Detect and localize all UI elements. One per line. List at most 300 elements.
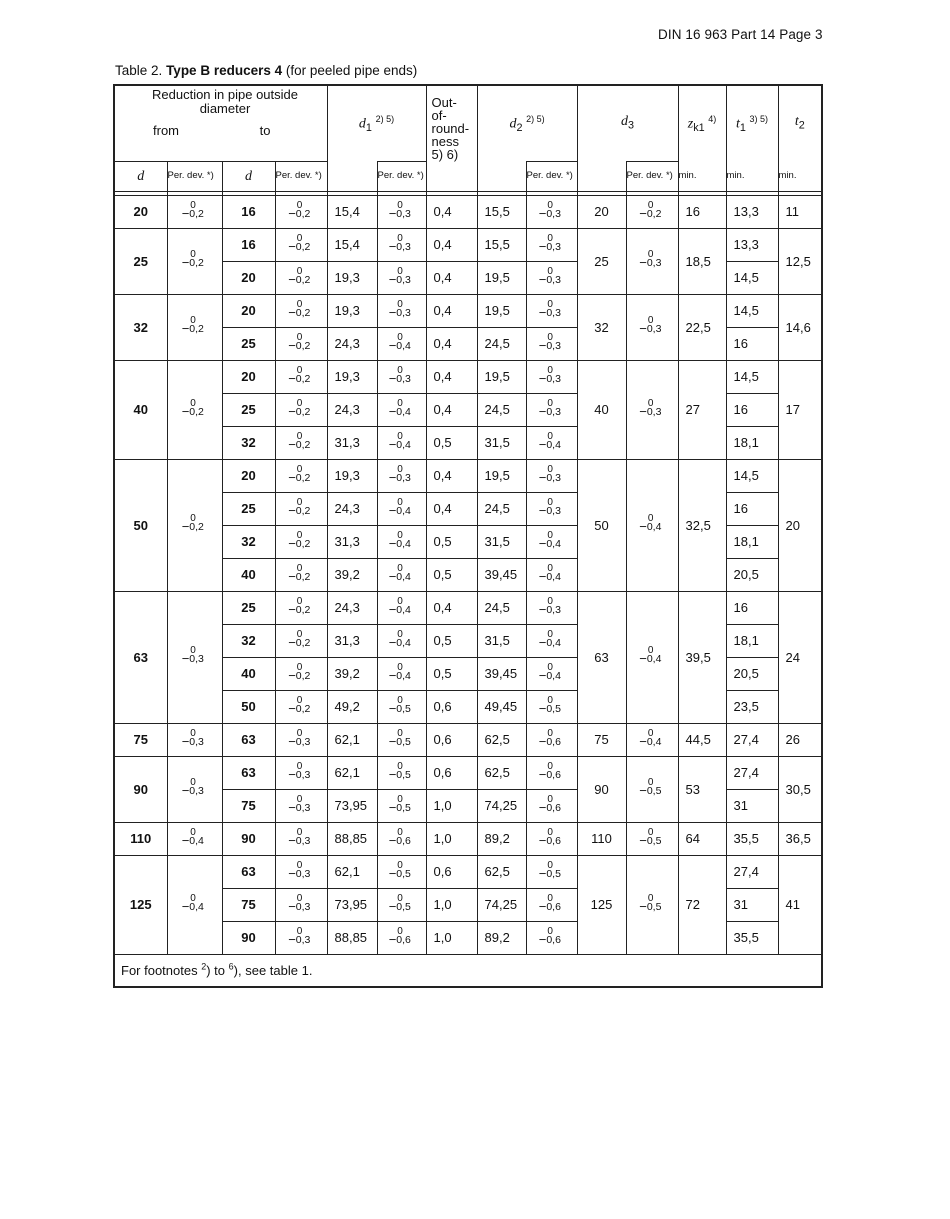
minus-sign: −: [639, 733, 647, 749]
out-of-roundness-value: 0,5: [426, 426, 477, 459]
lower-tolerance: 0,3: [646, 257, 662, 269]
subhead-to-d: d: [222, 161, 275, 191]
minus-sign: −: [181, 519, 190, 535]
lower-tolerance: 0,6: [546, 933, 561, 946]
subhead-d3: [577, 161, 626, 191]
d1-per-dev: [377, 690, 426, 723]
d1-per-dev: [377, 558, 426, 591]
to-per-dev: [275, 195, 327, 228]
minus-sign: −: [388, 370, 397, 386]
upper-tolerance: 0: [547, 595, 553, 607]
upper-tolerance: 0: [190, 892, 196, 904]
upper-tolerance: 0: [190, 249, 196, 260]
out-of-roundness-value: 0,4: [426, 327, 477, 360]
minus-sign: −: [181, 832, 190, 848]
upper-tolerance: 0: [296, 925, 303, 937]
to-per-dev: [275, 327, 327, 360]
lower-tolerance: 0,3: [295, 900, 311, 913]
lower-tolerance: 0,3: [546, 273, 561, 286]
upper-tolerance: 0: [190, 645, 196, 656]
d3-per-dev: [626, 360, 678, 459]
tolerance-stack: [189, 892, 207, 915]
zk1-value: 53: [678, 756, 726, 822]
out-of-roundness-value: 0,4: [426, 195, 477, 228]
tolerance-stack: [295, 694, 314, 717]
minus-sign: −: [288, 238, 296, 254]
d3-per-dev: [626, 855, 678, 954]
tolerance-stack: [295, 199, 314, 222]
tolerance-stack: [647, 779, 665, 799]
minus-sign: −: [538, 370, 547, 386]
from-d: 110: [114, 822, 167, 855]
to-d: 20: [222, 459, 275, 492]
lower-tolerance: 0,5: [546, 867, 561, 880]
upper-tolerance: 0: [397, 529, 403, 541]
upper-tolerance: 0: [296, 562, 303, 574]
out-of-roundness-value: 0,5: [426, 657, 477, 690]
minus-sign: −: [288, 469, 296, 485]
subhead-d2: [477, 161, 526, 191]
upper-tolerance: 0: [547, 199, 553, 211]
d3-value: 110: [577, 822, 626, 855]
tolerance-stack: [546, 562, 564, 585]
d2-value: 31,5: [477, 426, 526, 459]
tolerance-stack: [647, 317, 665, 337]
d3-value: 32: [577, 294, 626, 360]
tolerance-stack: [295, 925, 314, 948]
out-of-roundness-value: 0,4: [426, 228, 477, 261]
table-row: [114, 360, 822, 393]
upper-tolerance: 0: [547, 562, 553, 574]
lower-tolerance: 0,5: [646, 834, 662, 847]
t1-value: 20,5: [726, 558, 778, 591]
d3-value: 125: [577, 855, 626, 954]
lower-tolerance: 0,4: [396, 438, 411, 451]
minus-sign: −: [388, 535, 397, 551]
tolerance-stack: [646, 826, 665, 849]
upper-tolerance: 0: [647, 777, 654, 788]
minus-sign: −: [388, 469, 397, 485]
minus-sign: −: [288, 898, 296, 914]
upper-tolerance: 0: [397, 727, 403, 739]
d2-per-dev: [526, 789, 577, 822]
tolerance-stack: [295, 793, 314, 816]
lower-tolerance: 0,3: [546, 207, 561, 220]
tolerance-stack: [647, 515, 665, 535]
tolerance-stack: [396, 727, 414, 750]
upper-tolerance: 0: [296, 463, 303, 475]
upper-tolerance: 0: [296, 859, 303, 871]
lower-tolerance: 0,4: [546, 438, 561, 451]
d1-value: 19,3: [327, 294, 377, 327]
upper-tolerance: 0: [547, 661, 553, 673]
footnote-text: For footnotes $^2$) to $^6$), see table 1.: [121, 962, 313, 979]
minus-sign: −: [538, 766, 547, 782]
to-d: 32: [222, 525, 275, 558]
tolerance-stack: [546, 694, 564, 717]
from-per-dev: [167, 756, 222, 822]
tolerance-stack: [295, 529, 314, 552]
upper-tolerance: 0: [190, 199, 196, 211]
tolerance-stack: [396, 661, 414, 684]
lower-tolerance: 0,6: [546, 768, 561, 781]
minus-sign: −: [538, 502, 547, 518]
minus-sign: −: [538, 799, 547, 815]
out-of-roundness-value: 1,0: [426, 822, 477, 855]
d2-value: 49,45: [477, 690, 526, 723]
lower-tolerance: 0,4: [396, 669, 411, 682]
minus-sign: −: [288, 733, 296, 749]
out-of-roundness-value: 0,5: [426, 525, 477, 558]
t2-value: 41: [778, 855, 822, 954]
lower-tolerance: 0,2: [189, 405, 204, 418]
upper-tolerance: 0: [190, 315, 196, 326]
tolerance-stack: [295, 859, 314, 882]
minus-sign: −: [288, 766, 296, 782]
out-of-roundness-value: 0,5: [426, 558, 477, 591]
lower-tolerance: 0,3: [295, 768, 311, 781]
t1-value: 31: [726, 789, 778, 822]
tolerance-stack: [189, 199, 207, 222]
d3-per-dev: [626, 591, 678, 723]
to-d: 90: [222, 822, 275, 855]
upper-tolerance: 0: [296, 529, 303, 541]
tolerance-stack: [396, 463, 414, 486]
lower-tolerance: 0,3: [546, 240, 561, 253]
from-d: 32: [114, 294, 167, 360]
upper-tolerance: 0: [647, 826, 654, 838]
upper-tolerance: 0: [397, 595, 403, 607]
d3-value: 63: [577, 591, 626, 723]
d2-per-dev: [526, 558, 577, 591]
tolerance-stack: [546, 463, 564, 486]
t1-value: 14,5: [726, 459, 778, 492]
minus-sign: −: [538, 667, 547, 683]
to-d: 16: [222, 228, 275, 261]
minus-sign: −: [388, 733, 397, 749]
minus-sign: −: [538, 832, 547, 848]
lower-tolerance: 0,2: [295, 636, 311, 649]
upper-tolerance: 0: [397, 892, 403, 904]
minus-sign: −: [538, 304, 547, 320]
t2-value: 17: [778, 360, 822, 459]
d2-per-dev: [526, 624, 577, 657]
d1-value: 39,2: [327, 558, 377, 591]
t2-value: 12,5: [778, 228, 822, 294]
t2-value: 14,6: [778, 294, 822, 360]
upper-tolerance: 0: [190, 826, 196, 838]
d1-value: 19,3: [327, 261, 377, 294]
from-per-dev: [167, 591, 222, 723]
header-t1: $t_1$ $^{3) 5)}$: [726, 85, 778, 161]
minus-sign: −: [639, 255, 647, 271]
d2-value: 15,5: [477, 228, 526, 261]
to-d: 32: [222, 624, 275, 657]
lower-tolerance: 0,2: [295, 504, 311, 517]
tolerance-stack: [647, 647, 665, 667]
d2-per-dev: [526, 591, 577, 624]
upper-tolerance: 0: [296, 331, 303, 343]
minus-sign: −: [388, 832, 397, 848]
d2-value: 62,5: [477, 723, 526, 756]
subhead-d2-per-dev: Per. dev. *): [526, 161, 577, 191]
lower-tolerance: 0,4: [546, 669, 561, 682]
minus-sign: −: [538, 733, 547, 749]
tolerance-stack: [396, 496, 414, 519]
lower-tolerance: 0,3: [546, 603, 561, 616]
d1-per-dev: [377, 327, 426, 360]
upper-tolerance: 0: [647, 397, 654, 409]
minus-sign: −: [538, 337, 547, 353]
tolerance-stack: [295, 430, 314, 453]
minus-sign: −: [639, 783, 647, 799]
d2-per-dev: [526, 888, 577, 921]
d2-value: 74,25: [477, 789, 526, 822]
tolerance-stack: [546, 496, 564, 519]
minus-sign: −: [639, 519, 647, 535]
d1-value: 88,85: [327, 822, 377, 855]
tolerance-stack: [189, 826, 207, 849]
d1-value: 19,3: [327, 360, 377, 393]
tolerance-stack: [396, 925, 414, 948]
lower-tolerance: 0,3: [396, 471, 411, 484]
caption-prefix: Table 2.: [115, 63, 163, 78]
d1-value: 24,3: [327, 492, 377, 525]
upper-tolerance: 0: [296, 661, 303, 673]
header-d2: $d_2$ $^{2) 5)}$: [477, 85, 577, 161]
minus-sign: −: [388, 799, 397, 815]
d2-value: 39,45: [477, 657, 526, 690]
from-per-dev: [167, 855, 222, 954]
upper-tolerance: 0: [296, 496, 303, 508]
out-of-roundness-value: 1,0: [426, 921, 477, 954]
lower-tolerance: 0,3: [189, 653, 204, 665]
tolerance-stack: [546, 628, 564, 651]
d1-per-dev: [377, 756, 426, 789]
upper-tolerance: 0: [647, 249, 654, 260]
d1-per-dev: [377, 426, 426, 459]
tolerance-stack: [546, 925, 564, 948]
tolerance-stack: [396, 694, 414, 717]
d3-value: 90: [577, 756, 626, 822]
d2-value: 24,5: [477, 327, 526, 360]
tolerance-stack: [396, 595, 414, 618]
lower-tolerance: 0,6: [546, 900, 561, 913]
to-per-dev: [275, 228, 327, 261]
table-row: [114, 591, 822, 624]
subhead-d1-per-dev: Per. dev. *): [377, 161, 426, 191]
d2-per-dev: [526, 921, 577, 954]
lower-tolerance: 0,4: [396, 570, 411, 583]
minus-sign: −: [288, 535, 296, 551]
upper-tolerance: 0: [647, 199, 654, 211]
zk1-value: 44,5: [678, 723, 726, 756]
minus-sign: −: [388, 931, 397, 947]
tolerance-stack: [546, 529, 564, 552]
upper-tolerance: 0: [397, 232, 403, 244]
tolerance-stack: [546, 364, 564, 387]
minus-sign: −: [181, 403, 190, 419]
to-per-dev: [275, 888, 327, 921]
out-of-roundness-value: 0,4: [426, 492, 477, 525]
upper-tolerance: 0: [296, 892, 303, 904]
minus-sign: −: [639, 898, 647, 914]
d1-per-dev: [377, 855, 426, 888]
to-d: 40: [222, 657, 275, 690]
minus-sign: −: [538, 634, 547, 650]
from-d: 125: [114, 855, 167, 954]
lower-tolerance: 0,2: [295, 570, 311, 583]
d2-value: 19,5: [477, 360, 526, 393]
t1-value: 16: [726, 492, 778, 525]
tolerance-stack: [396, 628, 414, 651]
minus-sign: −: [388, 271, 397, 287]
header-t2: $t_2$: [778, 85, 822, 161]
d3-value: 25: [577, 228, 626, 294]
tolerance-stack: [546, 397, 564, 420]
to-per-dev: [275, 690, 327, 723]
d1-per-dev: [377, 228, 426, 261]
lower-tolerance: 0,3: [646, 323, 662, 335]
minus-sign: −: [181, 898, 190, 914]
lower-tolerance: 0,4: [546, 636, 561, 649]
lower-tolerance: 0,2: [646, 207, 662, 220]
lower-tolerance: 0,3: [646, 405, 662, 418]
lower-tolerance: 0,3: [396, 372, 411, 385]
minus-sign: −: [538, 469, 547, 485]
from-per-dev: [167, 195, 222, 228]
d2-per-dev: [526, 195, 577, 228]
to-d: 63: [222, 756, 275, 789]
minus-sign: −: [288, 865, 296, 881]
d2-per-dev: [526, 756, 577, 789]
d1-per-dev: [377, 261, 426, 294]
d3-value: 50: [577, 459, 626, 591]
upper-tolerance: 0: [296, 298, 303, 310]
tolerance-stack: [647, 251, 665, 271]
subhead-oor: [426, 161, 477, 191]
lower-tolerance: 0,5: [646, 785, 662, 797]
lower-tolerance: 0,3: [189, 785, 204, 797]
to-d: 25: [222, 591, 275, 624]
upper-tolerance: 0: [547, 232, 553, 244]
lower-tolerance: 0,6: [546, 735, 561, 748]
minus-sign: −: [288, 601, 296, 617]
d1-per-dev: [377, 657, 426, 690]
to-d: 63: [222, 855, 275, 888]
d1-value: 39,2: [327, 657, 377, 690]
to-d: 25: [222, 393, 275, 426]
minus-sign: −: [181, 783, 190, 799]
to-d: 16: [222, 195, 275, 228]
to-per-dev: [275, 822, 327, 855]
d3-per-dev: [626, 195, 678, 228]
t1-value: 14,5: [726, 294, 778, 327]
d1-value: 62,1: [327, 723, 377, 756]
upper-tolerance: 0: [547, 628, 553, 640]
lower-tolerance: 0,2: [295, 702, 311, 715]
table-row: [114, 723, 822, 756]
d3-per-dev: [626, 723, 678, 756]
lower-tolerance: 0,2: [295, 471, 311, 484]
d2-per-dev: [526, 492, 577, 525]
upper-tolerance: 0: [547, 298, 553, 310]
to-d: 63: [222, 723, 275, 756]
upper-tolerance: 0: [547, 793, 553, 805]
tolerance-stack: [396, 892, 414, 915]
t1-value: 35,5: [726, 822, 778, 855]
from-d: 25: [114, 228, 167, 294]
upper-tolerance: 0: [296, 364, 303, 376]
lower-tolerance: 0,6: [546, 801, 561, 814]
minus-sign: −: [388, 502, 397, 518]
d3-per-dev: [626, 294, 678, 360]
upper-tolerance: 0: [397, 331, 403, 343]
d1-value: 24,3: [327, 393, 377, 426]
upper-tolerance: 0: [397, 661, 403, 673]
lower-tolerance: 0,3: [295, 834, 311, 847]
upper-tolerance: 0: [547, 463, 553, 475]
out-of-roundness-value: 0,4: [426, 591, 477, 624]
minus-sign: −: [639, 832, 647, 848]
lower-tolerance: 0,2: [295, 537, 311, 550]
t1-value: 18,1: [726, 624, 778, 657]
minus-sign: −: [388, 634, 397, 650]
header-from: from: [153, 123, 179, 138]
minus-sign: −: [288, 568, 296, 584]
tolerance-stack: [546, 826, 564, 849]
tolerance-stack: [546, 298, 564, 321]
tolerance-stack: [295, 892, 314, 915]
minus-sign: −: [538, 865, 547, 881]
t2-value: 36,5: [778, 822, 822, 855]
minus-sign: −: [288, 205, 296, 221]
tolerance-stack: [396, 826, 414, 849]
page-header: DIN 16 963 Part 14 Page 3: [658, 27, 823, 42]
lower-tolerance: 0,2: [295, 339, 311, 352]
upper-tolerance: 0: [397, 760, 403, 772]
header-d3: $d_3$: [577, 85, 678, 161]
tolerance-stack: [396, 199, 414, 222]
from-per-dev: [167, 294, 222, 360]
minus-sign: −: [288, 634, 296, 650]
minus-sign: −: [288, 700, 296, 716]
minus-sign: −: [288, 502, 296, 518]
minus-sign: −: [388, 667, 397, 683]
from-per-dev: [167, 360, 222, 459]
t1-value: 27,4: [726, 756, 778, 789]
lower-tolerance: 0,3: [396, 273, 411, 286]
lower-tolerance: 0,5: [396, 768, 411, 781]
minus-sign: −: [538, 898, 547, 914]
upper-tolerance: 0: [296, 265, 303, 277]
d2-per-dev: [526, 657, 577, 690]
tolerance-stack: [189, 251, 207, 271]
d2-value: 19,5: [477, 261, 526, 294]
to-d: 40: [222, 558, 275, 591]
to-d: 20: [222, 294, 275, 327]
to-per-dev: [275, 294, 327, 327]
d1-per-dev: [377, 492, 426, 525]
to-d: 25: [222, 492, 275, 525]
minus-sign: −: [288, 436, 296, 452]
lower-tolerance: 0,5: [546, 702, 561, 715]
d1-per-dev: [377, 624, 426, 657]
upper-tolerance: 0: [397, 562, 403, 574]
minus-sign: −: [288, 403, 296, 419]
upper-tolerance: 0: [296, 628, 303, 640]
d1-per-dev: [377, 525, 426, 558]
